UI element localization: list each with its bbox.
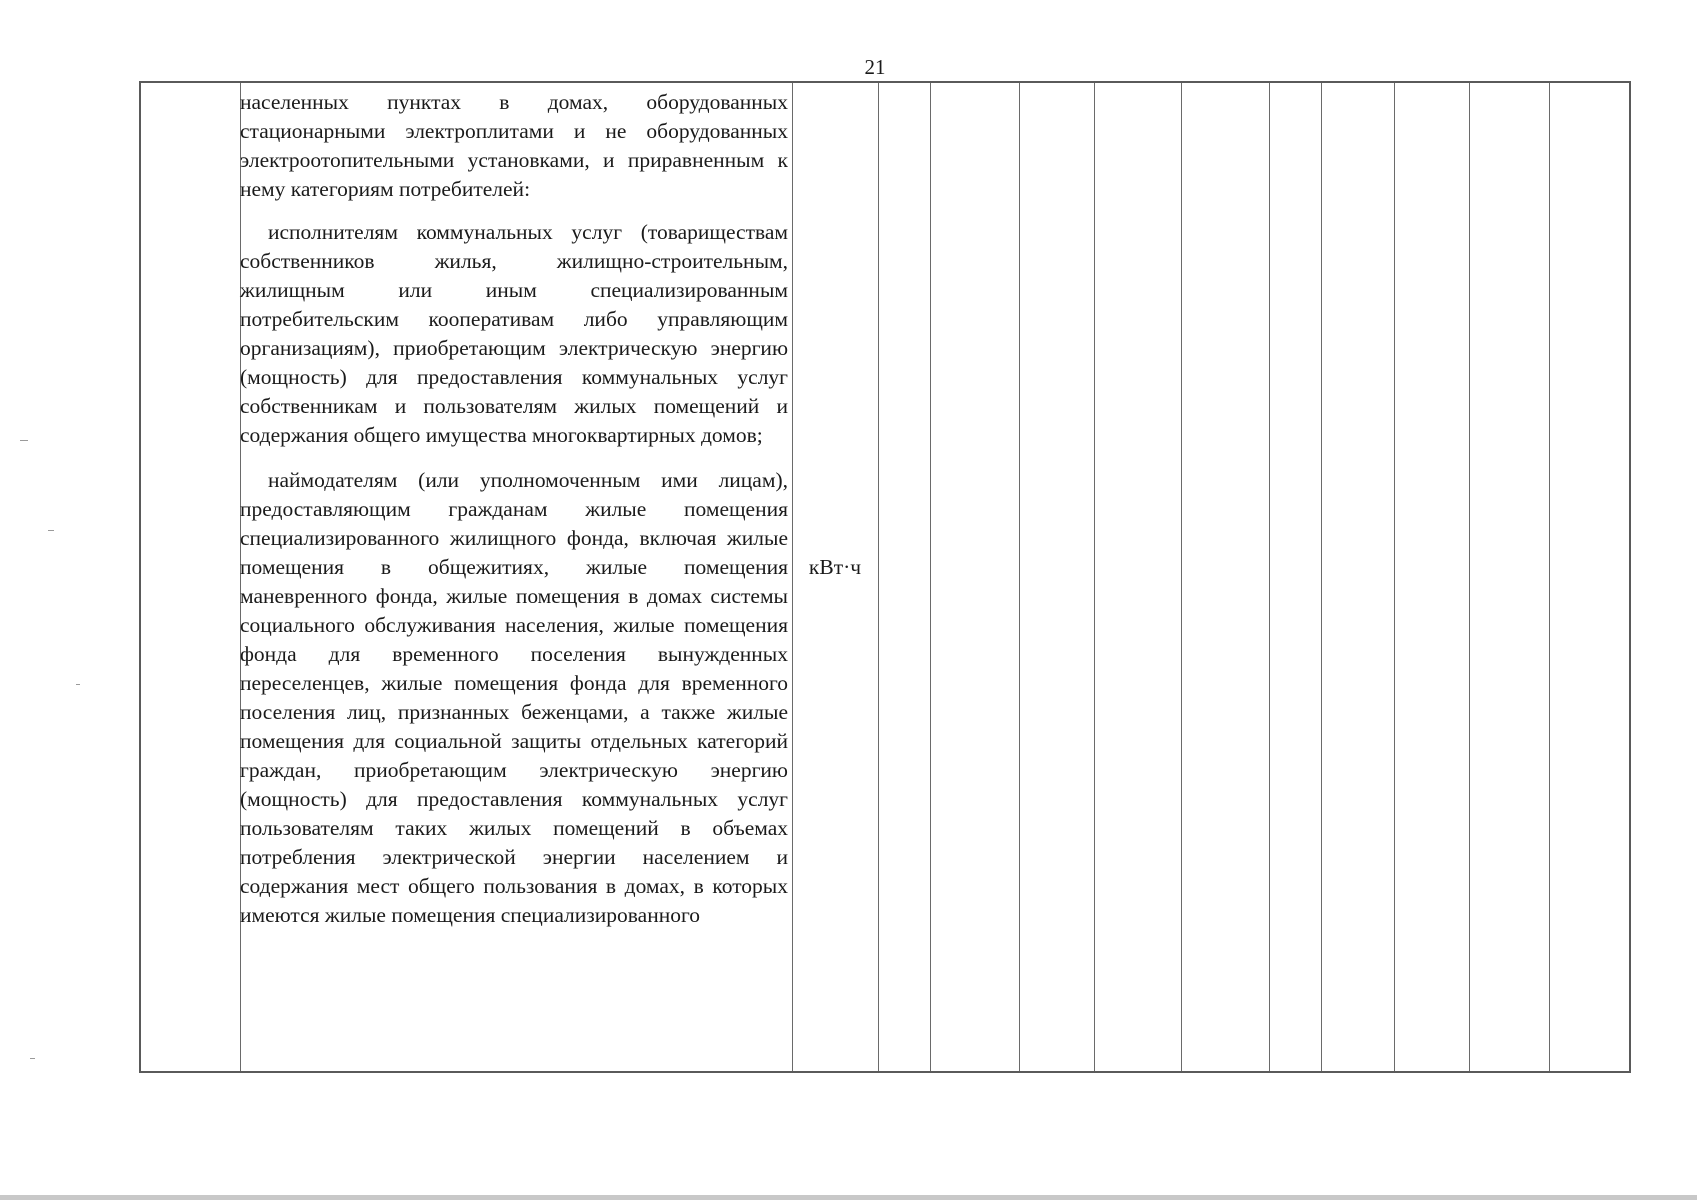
column-divider bbox=[1181, 83, 1182, 1071]
column-divider bbox=[878, 83, 879, 1071]
column-divider bbox=[1394, 83, 1395, 1071]
column-divider bbox=[930, 83, 931, 1071]
unit-of-measure: кВт·ч bbox=[808, 555, 862, 579]
description-paragraph: наймодателям (или уполномоченным ими лицам), предоставляющим гражданам жилые помещения специализированного жилищного фонда, включая жилые помещения в общежитиях, жилые помещения маневренного фонда, жилые помещения в домах системы социального обслуживания населения, жилые помещения фонда для временного поселения вынужденных переселенцев, жилые помещения фонда для временного поселения лиц, признанных беженцами, а также жилые помещения для социальной защиты отдельных категорий граждан, приобретающим электрическую энергию (мощность) для предоставления коммунальных услуг пользователям таких жилых помещений в объемах потребления электрической энергии населением и содержания мест общего пользования в домах, в которых имеются жилые помещения специализированного bbox=[240, 468, 788, 927]
column-divider bbox=[1321, 83, 1322, 1071]
scan-mark bbox=[48, 530, 54, 531]
scan-mark bbox=[20, 440, 28, 441]
tariff-table bbox=[139, 81, 1631, 1073]
consumer-category-description bbox=[240, 88, 788, 930]
scan-mark bbox=[76, 684, 80, 685]
description-paragraph: населенных пунктах в домах, оборудованных стационарными электроплитами и не оборудованных электроотопительными установками, и приравненным к нему категориям потребителей: bbox=[240, 90, 788, 201]
page-number: 21 bbox=[864, 55, 886, 79]
column-divider bbox=[1469, 83, 1470, 1071]
column-divider bbox=[1269, 83, 1270, 1071]
scan-mark bbox=[30, 1058, 35, 1059]
column-divider bbox=[1019, 83, 1020, 1071]
column-divider bbox=[1549, 83, 1550, 1071]
footer-band bbox=[0, 1195, 1697, 1200]
description-paragraph: исполнителям коммунальных услуг (товариществам собственников жилья, жилищно-строительным, жилищным или иным специализированным потребительским кооперативам либо управляющим организациям), приобретающим электрическую энергию (мощность) для предоставления коммунальных услуг собственникам и пользователям жилых помещений и содержания общего имущества многоквартирных домов; bbox=[240, 220, 788, 447]
column-divider bbox=[1094, 83, 1095, 1071]
